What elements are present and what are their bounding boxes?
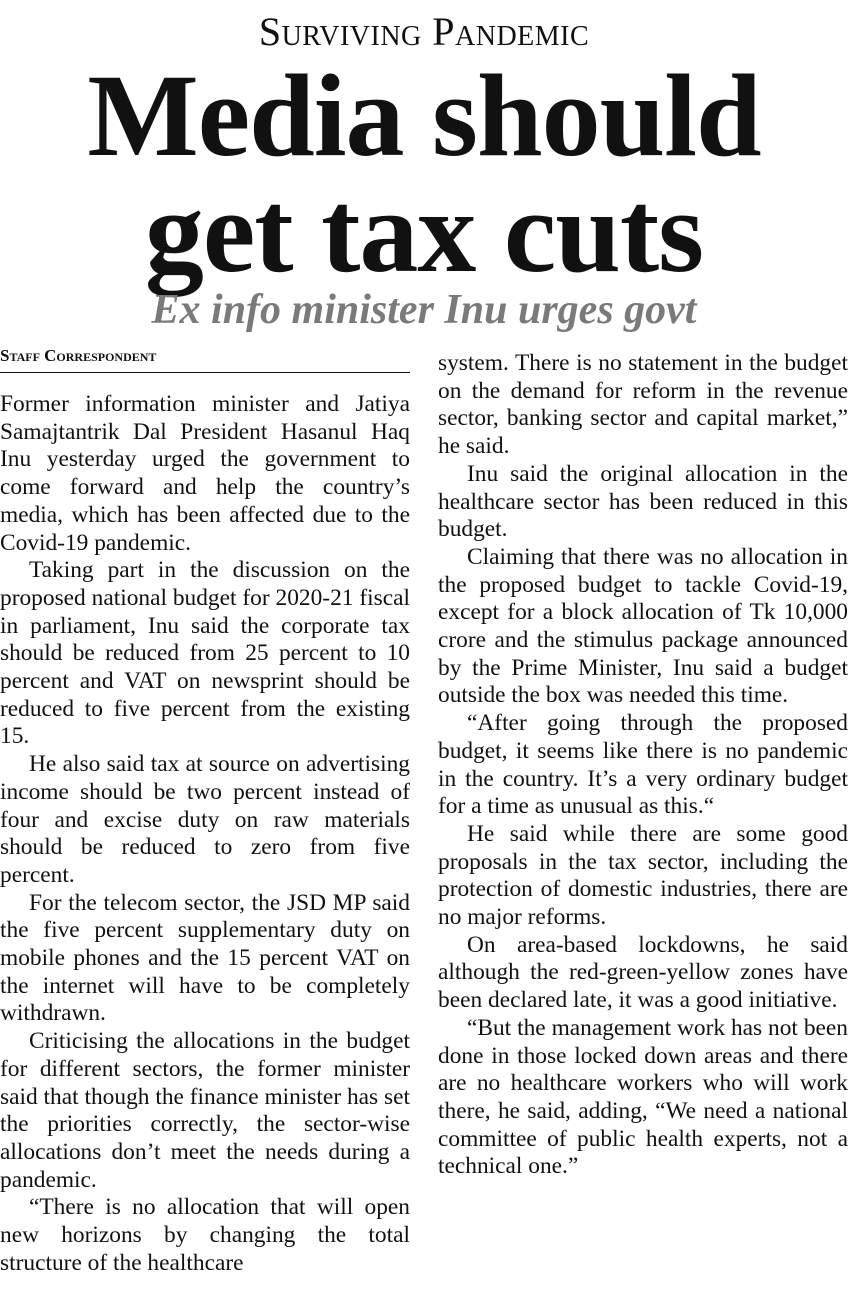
headline — [0, 50, 848, 297]
paragraph: On area-based lockdowns, he said although the red-green-yellow zones have been declared late, it was a good initiative. — [438, 931, 848, 1014]
article-column-left — [0, 391, 410, 1307]
paragraph: For the telecom sector, the JSD MP said the five percent supplementary duty on mobile phones and the 15 percent VAT on the internet will have to be completely withdrawn. — [0, 889, 410, 1027]
paragraph: “There is no allocation that will open new horizons by changing the total structure of the healthcare — [0, 1194, 410, 1276]
paragraph: Former information minister and Jatiya Samajtantrik Dal President Hasanul Haq Inu yesterday urged the government to come forward and help the country’s media, which has been affected due to the Covid-19 pandemic. — [0, 391, 410, 556]
paragraph: Claiming that there was no allocation in the proposed budget to tackle Covid-19, except for a block allocation of Tk 10,000 crore and the stimulus package announced by the Prime Minister, Inu said a budget outside the box was needed this time. — [438, 543, 848, 709]
paragraph: Criticising the allocations in the budget for different sectors, the former minister said that though the finance minister has set the priorities correctly, the sector-wise allocations don’t meet the needs during a pandemic. — [0, 1028, 410, 1193]
headline-line-2: get tax cuts — [144, 166, 704, 297]
subheadline: Ex info minister Inu urges govt — [151, 287, 697, 333]
paragraph: He said while there are some good proposals in the tax sector, including the protection of domestic industries, there are no major reforms. — [438, 820, 848, 931]
byline: Staff Correspondent — [0, 344, 410, 373]
headline-line-1: Media should — [87, 50, 761, 181]
paragraph: system. There is no statement in the budget on the demand for reform in the revenue sector, banking sector and capital market,” he said. — [438, 350, 848, 460]
paragraph: “But the management work has not been done in those locked down areas and there are no healthcare workers who will work there, he said, adding, “We need a national committee of public health experts, not a technical one.” — [438, 1014, 848, 1180]
paragraph: Taking part in the discussion on the proposed national budget for 2020-21 fiscal in parliament, Inu said the corporate tax should be reduced from 25 percent to 10 percent and VAT on newsprint should be reduced to five percent from the existing 15. — [0, 557, 410, 750]
paragraph: Inu said the original allocation in the healthcare sector has been reduced in this budget. — [438, 460, 848, 543]
paragraph: “After going through the proposed budget, it seems like there is no pandemic in the country. It’s a very ordinary budget for a time as unusual as this.“ — [438, 710, 848, 820]
article-column-right — [438, 350, 848, 1305]
paragraph: He also said tax at source on advertising income should be two percent instead of four and excise duty on raw materials should be reduced to zero from five percent. — [0, 751, 410, 888]
kicker: Surviving Pandemic — [258, 9, 590, 54]
